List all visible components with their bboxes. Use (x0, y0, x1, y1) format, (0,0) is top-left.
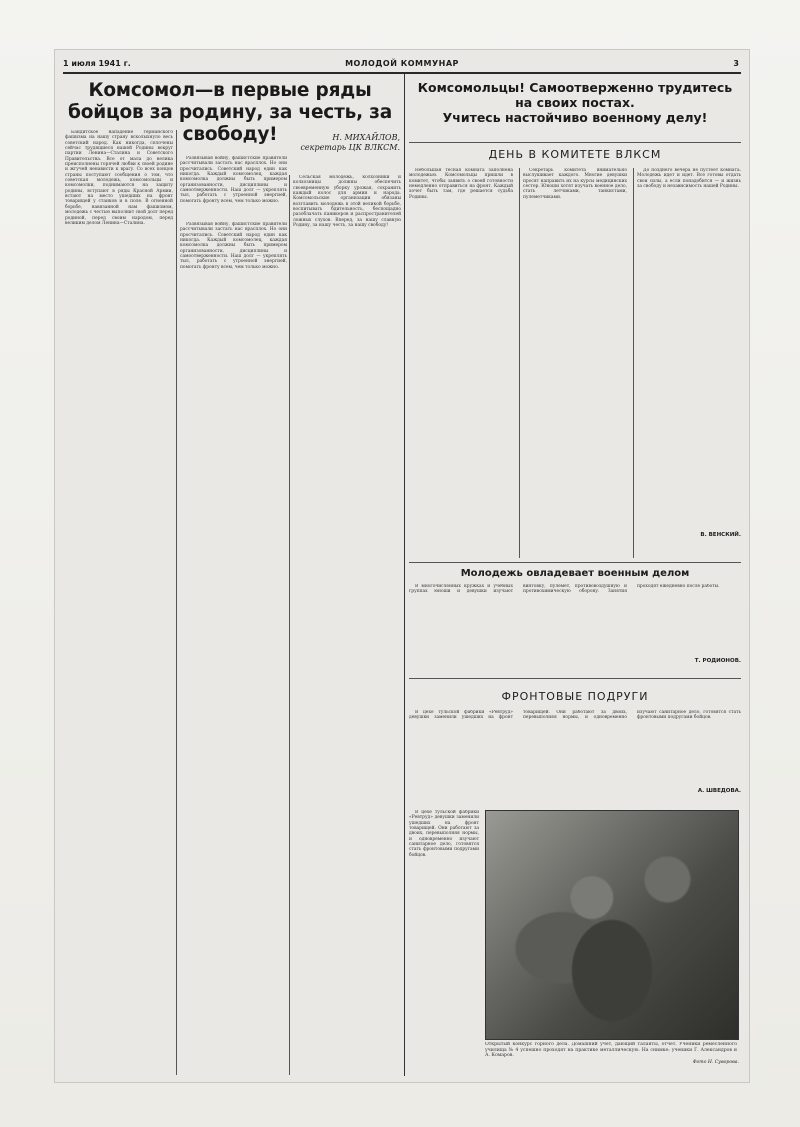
signature-shvedova: А. ШВЕДОВА. (697, 788, 741, 794)
article-column-2-text: Развязывая войну, фашистские правители рассчитывали застать нас врасплох. Но они просчитались. Советский народ един как никогда. Каждый комсомолец, каждая комсомолка должны быть примером организованности, дисциплины и самоотверженности. Наш долг — укреплять тыл, работать с утроенной энергией, помогать фронту всем, чем только можно. (180, 156, 287, 204)
committee-column-3 (637, 168, 741, 528)
slogan-rule (409, 142, 741, 143)
article-column-1 (65, 130, 173, 1075)
column-rule (519, 168, 520, 558)
main-headline: Комсомол—в первые ряды бойцов за родину, за честь, за свободу! (67, 80, 392, 145)
committee-column-1-text: Небольшая тесная комната заполнена молодежью. Комсомольцы пришли в комитет, чтобы заявить о своей готовности немедленно отправиться на фронт. Каждый хочет быть там, где решается судьба Родины. (409, 168, 513, 200)
section-rule (409, 678, 741, 679)
article-column-3-text: Сельская молодежь, колхозники и колхозницы должны обеспечить своевременную уборку урожая, сохранить каждый колос для армии и народа. Комсомольские организации обязаны возглавить молодежь в этой великой борьбе, воспитывать бдительность, беспощадно разоблачать паникеров и распространителей ложных слухов. Вперед, за нашу славную Родину, за нашу честь, за нашу свободу! (293, 175, 401, 229)
section-rule (409, 562, 741, 563)
girlfriends-text-body: В цехе тульской фабрики «Ревтруд» девушки заменили ушедших на фронт товарищей. Они работают за двоих, перевыполняя нормы, и одновременно изучают санитарное дело, готовятся стать фронтовыми подругами бойцов. (409, 710, 741, 721)
news-photo (485, 810, 739, 1040)
photo-caption: Открытый конкурс горного дела. Домашний учет, дающий таланты, отчет. Ученики ремесленного училища № 4 успешно проходят на практике металлическую. На снимке: ученики Г. Александров и А. Комаров. (485, 1042, 737, 1059)
article-column-2-continued: Развязывая войну, фашистские правители рассчитывали застать нас врасплох. Но они просчитались. Советский народ един как никогда. Каждый комсомолец, каждая комсомолка должны быть примером организованности, дисциплины и самоотверженности. Наш долг — укреплять тыл, работать с утроенной энергией, помогать фронту всем, чем только можно. (180, 222, 287, 270)
article-column-3 (293, 175, 401, 1075)
section-title-military: Молодежь овладевает военным делом (460, 568, 690, 579)
column-rule (633, 168, 634, 558)
committee-column-2 (523, 168, 627, 558)
author-name: Н. МИХАЙЛОВ, (332, 133, 400, 142)
signature-rodionov: Т. РОДИОНОВ. (694, 658, 741, 664)
newspaper-name: МОЛОДОЙ КОММУНАР (345, 59, 459, 68)
article-column-2-intro (180, 156, 287, 220)
article-column-1-text: Бандитское нападение германского фашизма на нашу страну всколыхнуло весь советский народ. Как никогда, сплочены сейчас трудящиеся нашей Родины вокруг партии Ленина—Сталина и Советского Правительства. Все от мала до велика преисполнены горячей любви к своей родине и жгучей ненависти к врагу. Со всех концов страны поступают сообщения о том, что советская молодежь, комсомольцы и комсомолки, поднимаются на защиту родины, вступают в ряды Красной Армии, встают на место ушедших на фронт товарищей у станков и в поле. В огненной борьбе, навязанной нам фашизмом, молодежь с честью выполнит свой долг перед родиной, перед своим народом, перед великим делом Ленина—Сталина. (65, 130, 173, 226)
slogan-line-3: Учитесь настойчиво военному делу! (442, 110, 708, 125)
issue-date: 1 июля 1941 г. (63, 59, 131, 68)
military-text-body: В многочисленных кружках и учебных группах юноши и девушки изучают винтовку, пулемет, противовоздушную и противохимическую оборону. Занятия проходят ежедневно после работы. (409, 584, 720, 595)
article-column-2 (180, 222, 287, 1075)
column-rule (176, 130, 177, 1075)
section-divider (404, 74, 405, 1076)
newspaper-page (55, 50, 749, 1082)
slogan-line-1: Комсомольцы! Самоотверженно трудитесь (417, 80, 733, 95)
page-number: 3 (733, 59, 739, 68)
article-byline (180, 133, 400, 153)
author-title: секретарь ЦК ВЛКСМ. (300, 143, 400, 152)
girlfriends-text-continued-body: В цехе тульской фабрики «Ревтруд» девушки заменили ушедших на фронт товарищей. Они работают за двоих, перевыполняя нормы, и одновременно изучают санитарное дело, готовятся стать фронтовыми подругами бойцов. (409, 810, 479, 858)
military-text (409, 584, 741, 664)
committee-column-2-text: Секретарь комитета внимательно выслушивает каждого. Многие девушки просят направить их на курсы медицинских сестер. Юноши хотят изучать военное дело, стать летчиками, танкистами, пулеметчиками. (523, 168, 627, 200)
signature-venskiy: В. ВЕНСКИЙ. (700, 532, 741, 538)
photo-credit: Фото Н. Суворова. (692, 1060, 739, 1065)
section-title-girlfriends: ФРОНТОВЫЕ ПОДРУГИ (501, 690, 649, 703)
committee-column-1 (409, 168, 513, 558)
slogan-line-2: на своих постах. (515, 95, 635, 110)
section-title-committee: ДЕНЬ В КОМИТЕТЕ ВЛКСМ (488, 148, 662, 161)
running-header (63, 58, 741, 74)
column-rule (289, 175, 290, 1075)
committee-column-3-text: До позднего вечера не пустеет комната. Молодежь идет и идет. Все готовы отдать свои силы, а если понадобится — и жизнь за свободу и независимость нашей Родины. (637, 168, 741, 190)
girlfriends-text-continued (409, 810, 479, 1050)
